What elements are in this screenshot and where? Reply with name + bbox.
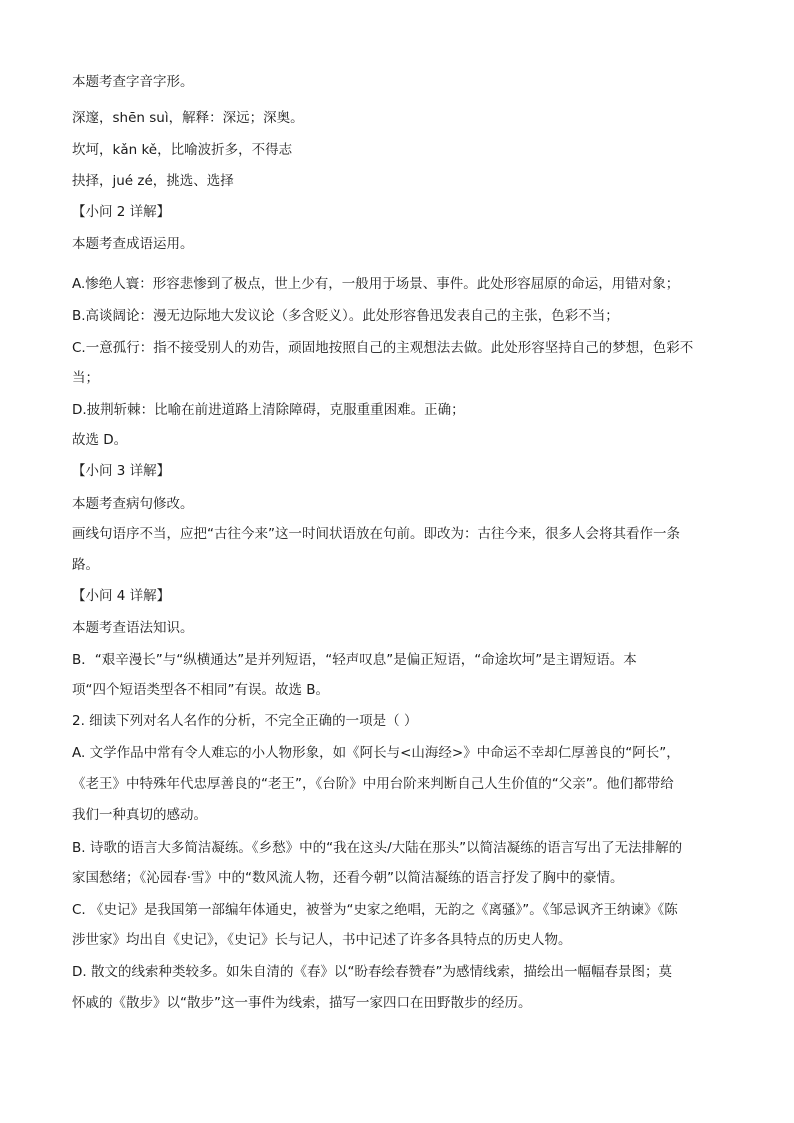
option-b-line: B. 诗歌的语言大多简洁凝练。《乡愁》中的“我在这头/大陆在那头”以简洁凝练的语言写出了无法排解的	[72, 840, 683, 856]
text-line: 深邃，shēn suì，解释：深远；深奥。	[72, 110, 304, 126]
text-line: 路。	[72, 557, 99, 573]
text-line: 故选 D。	[72, 432, 128, 448]
option-a-line: A. 文学作品中常有令人难忘的小人物形象，如《阿长与<山海经>》中命运不幸却仁厚善良的“阿长”，	[72, 745, 680, 761]
text-line: 本题考查语法知识。	[72, 620, 194, 636]
text-line: 坎坷，kǎn kě，比喻波折多，不得志	[72, 142, 293, 158]
text-line: 画线句语序不当，应把“古往今来”这一时间状语放在句前。即改为：古往今来，很多人会将其看作一条	[72, 526, 680, 542]
text-line: 本题考查字音字形。	[72, 74, 194, 90]
option-d-line: D. 散文的线索种类较多。如朱自清的《春》以“盼春绘春赞春”为感情线索，描绘出一幅幅春景图；莫	[72, 964, 672, 980]
section-heading: 【小问 2 详解】	[72, 204, 171, 220]
section-heading: 【小问 3 详解】	[72, 463, 171, 479]
text-line: 本题考查病句修改。	[72, 496, 194, 512]
text-line: 本题考查成语运用。	[72, 236, 194, 252]
text-line: B．“艰辛漫长”与“纵横通达”是并列短语，“轻声叹息”是偏正短语，“命途坎坷”是主谓短语。本	[72, 652, 637, 668]
option-a-line: 《老王》中特殊年代忠厚善良的“老王”，《台阶》中用台阶来判断自己人生价值的“父亲”。他们都带给	[72, 776, 674, 792]
text-line: C.一意孤行：指不接受别人的劝告，顽固地按照自己的主观想法去做。此处形容坚持自己的梦想，色彩不	[72, 340, 694, 356]
option-c-line: 涉世家》均出自《史记》，《史记》长与记人，书中记述了许多各具特点的历史人物。	[72, 932, 572, 948]
text-line: D.披荆斩棘：比喻在前进道路上清除障碍，克服重重困难。正确；	[72, 402, 465, 418]
text-line: A.惨绝人寰：形容悲惨到了极点，世上少有，一般用于场景、事件。此处形容屈原的命运，用错对象；	[72, 276, 680, 292]
question-stem: 2. 细读下列对名人名作的分析，不完全正确的一项是（ ）	[72, 713, 418, 729]
option-c-line: C. 《史记》是我国第一部编年体通史，被誉为“史家之绝唱，无韵之《离骚》”。《邹忌讽齐王纳谏》《陈	[72, 902, 678, 918]
text-line: B.高谈阔论：漫无边际地大发议论（多含贬义）。此处形容鲁迅发表自己的主张，色彩不当；	[72, 308, 619, 324]
option-a-line: 我们一种真切的感动。	[72, 807, 207, 823]
text-line: 当；	[72, 370, 99, 386]
section-heading: 【小问 4 详解】	[72, 588, 171, 604]
option-d-line: 怀戚的《散步》以“散步”这一事件为线索，描写一家四口在田野散步的经历。	[72, 995, 532, 1011]
option-b-line: 家国愁绪；《沁园春·雪》中的“数风流人物，还看今朝”以简洁凝练的语言抒发了胸中的豪情。	[72, 870, 624, 886]
text-line: 项“四个短语类型各不相同”有误。故选 B。	[72, 682, 330, 698]
text-line: 抉择，jué zé，挑选、选择	[72, 173, 234, 189]
